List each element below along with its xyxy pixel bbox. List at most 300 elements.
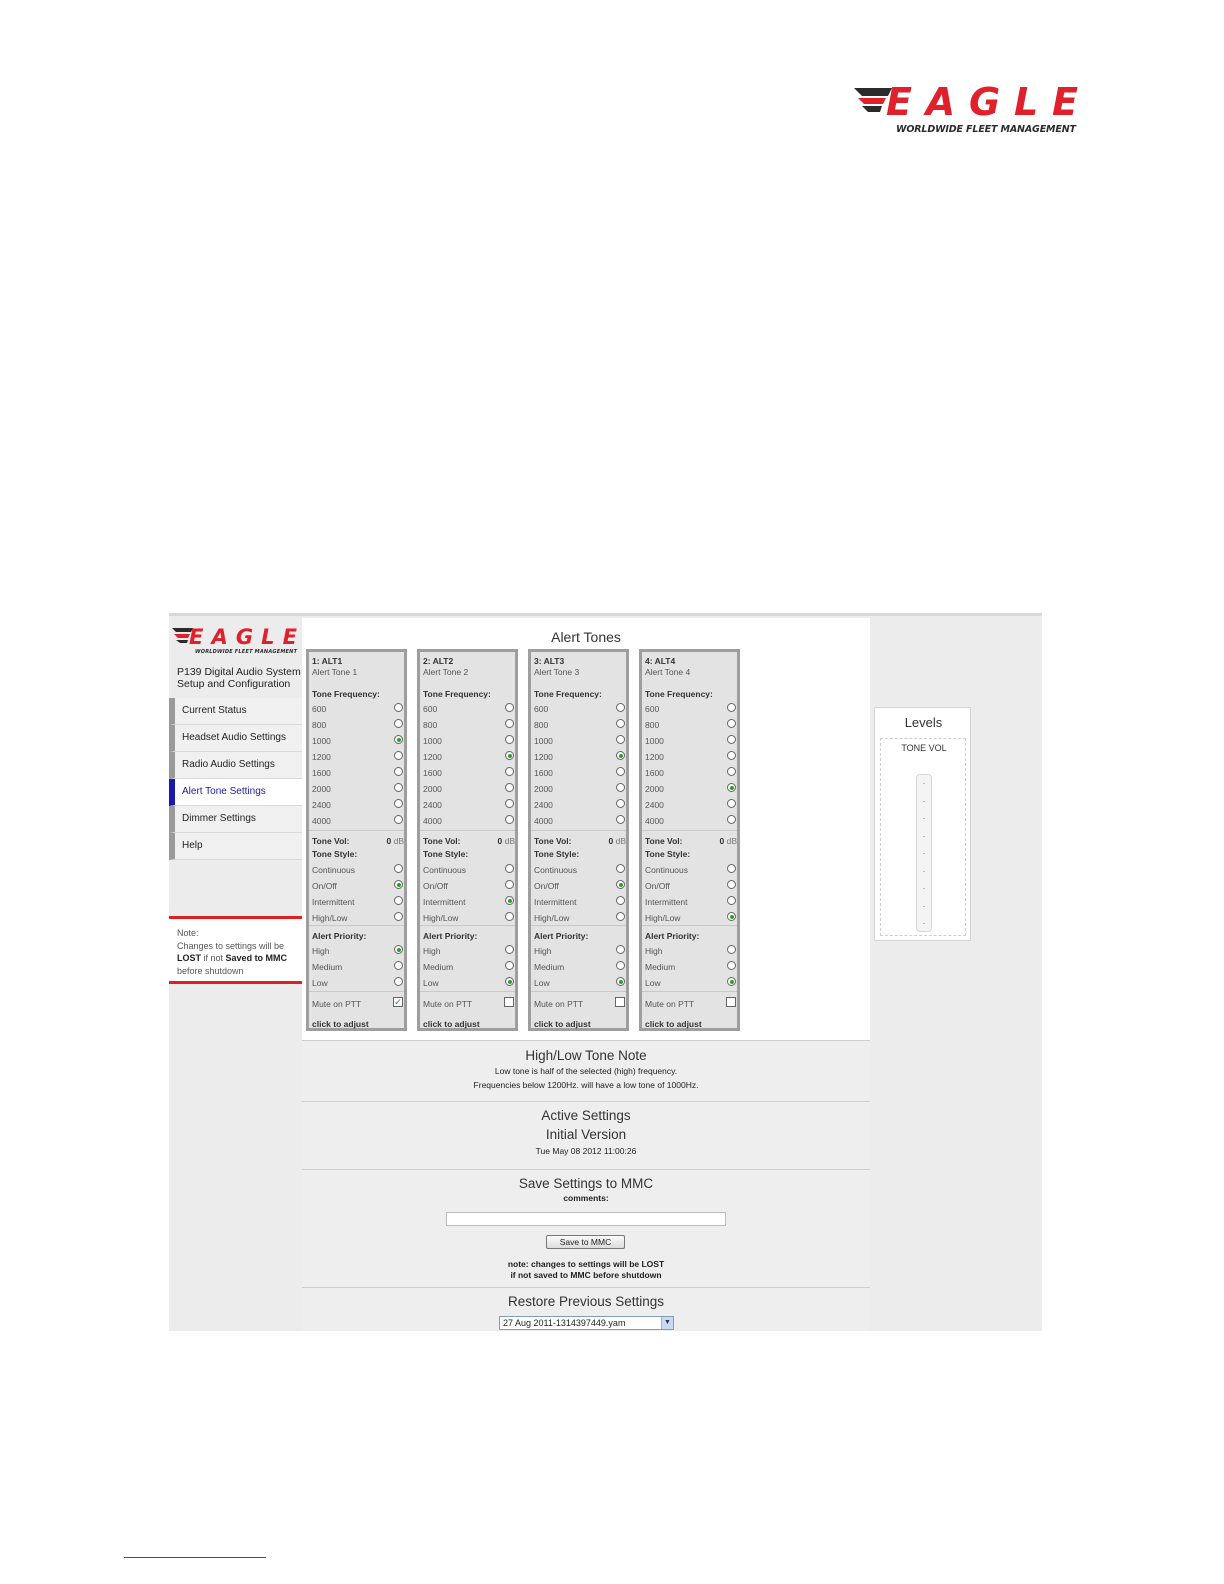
freq-option-600[interactable]	[423, 702, 515, 716]
save-note-line1: note: changes to settings will be LOST	[507, 1259, 665, 1269]
sidebar-eagle-logo	[171, 624, 299, 658]
freq-option-1000[interactable]	[423, 734, 515, 748]
radio-button[interactable]	[394, 703, 403, 712]
style-option-high-low-label: High/Low	[645, 913, 681, 923]
note-saved: Saved to MMC	[225, 953, 288, 963]
radio-button[interactable]	[394, 767, 403, 776]
active-settings-section	[302, 1101, 870, 1169]
style-option-intermittent-label: Intermittent	[534, 897, 577, 907]
note-heading: Note:	[177, 928, 199, 938]
priority-option-high[interactable]	[312, 944, 404, 958]
radio-button[interactable]	[394, 945, 403, 954]
freq-option-2400-label: 2400	[534, 800, 553, 810]
mute-on-ptt-checkbox[interactable]	[726, 997, 736, 1007]
divider	[531, 925, 626, 926]
style-option-high-low-label: High/Low	[534, 913, 570, 923]
active-date: Tue May 08 2012 11:00:26	[535, 1146, 637, 1156]
tone-panel-1[interactable]	[306, 649, 407, 1031]
style-option-intermittent-label: Intermittent	[645, 897, 688, 907]
freq-option-2000-label: 2000	[534, 784, 553, 794]
freq-option-1600-label: 1600	[645, 768, 664, 778]
note-line1: Changes to settings will be	[177, 940, 285, 951]
tone-vol-row[interactable]	[534, 836, 626, 846]
freq-option-800-label: 800	[645, 720, 660, 730]
priority-option-medium-label: Medium	[645, 962, 676, 972]
alert-priority-label: Alert Priority:	[534, 931, 589, 941]
freq-option-600[interactable]	[312, 702, 404, 716]
highlow-section	[302, 1040, 870, 1101]
divider	[642, 830, 737, 831]
radio-button[interactable]	[394, 896, 403, 905]
radio-button[interactable]	[394, 961, 403, 970]
priority-option-low-label: Low	[312, 978, 328, 988]
radio-button[interactable]	[505, 896, 514, 905]
freq-option-2000[interactable]	[423, 782, 515, 796]
highlow-line1: Low tone is half of the selected (high) frequency.	[494, 1066, 678, 1076]
sidebar-item-radio-audio-settings[interactable]: Radio Audio Settings	[169, 752, 302, 779]
style-option-continuous-label: Continuous	[645, 865, 689, 875]
radio-button[interactable]	[505, 815, 514, 824]
mute-on-ptt-checkbox[interactable]	[615, 997, 625, 1007]
highlow-line2: Frequencies below 1200Hz. will have a low tone of 1000Hz.	[473, 1080, 699, 1090]
tone-vol-row[interactable]	[645, 836, 737, 846]
radio-button[interactable]	[727, 896, 736, 905]
freq-option-4000-label: 4000	[312, 816, 331, 826]
mute-on-ptt-row[interactable]	[645, 997, 737, 1011]
freq-option-1600[interactable]	[423, 766, 515, 780]
save-to-mmc-button[interactable]: Save to MMC	[546, 1235, 625, 1249]
radio-button[interactable]	[727, 703, 736, 712]
radio-button[interactable]	[394, 880, 403, 889]
style-option-intermittent-label: Intermittent	[312, 897, 355, 907]
radio-button[interactable]	[727, 815, 736, 824]
priority-option-low[interactable]	[645, 976, 737, 990]
highlow-title: High/Low Tone Note	[525, 1048, 647, 1063]
active-title: Active Settings	[541, 1108, 631, 1123]
freq-option-1600[interactable]	[645, 766, 737, 780]
radio-button[interactable]	[727, 912, 736, 921]
freq-option-1600[interactable]	[534, 766, 626, 780]
divider	[642, 991, 737, 992]
freq-option-2000[interactable]	[534, 782, 626, 796]
mute-on-ptt-row[interactable]	[312, 997, 404, 1011]
radio-button[interactable]	[505, 751, 514, 760]
freq-option-800-label: 800	[534, 720, 549, 730]
tone-vol-label: Tone Vol:	[645, 836, 683, 846]
mute-on-ptt-label: Mute on PTT	[423, 999, 473, 1009]
save-note-line2: if not saved to MMC before shutdown	[510, 1270, 662, 1280]
radio-button[interactable]	[394, 783, 403, 792]
sidebar-item-alert-tone-settings[interactable]: Alert Tone Settings	[169, 779, 302, 806]
mute-on-ptt-row[interactable]	[423, 997, 515, 1011]
alert-priority-label: Alert Priority:	[312, 931, 367, 941]
priority-option-medium[interactable]	[423, 960, 515, 974]
radio-button[interactable]	[505, 912, 514, 921]
tone-vol-value	[497, 836, 515, 846]
freq-option-2400-label: 2400	[645, 800, 664, 810]
radio-button[interactable]	[727, 880, 736, 889]
radio-button[interactable]	[727, 977, 736, 986]
freq-option-4000[interactable]	[534, 814, 626, 828]
priority-option-high[interactable]	[534, 944, 626, 958]
freq-option-4000[interactable]	[312, 814, 404, 828]
radio-button[interactable]	[505, 799, 514, 808]
divider	[531, 830, 626, 831]
sidebar-item-current-status[interactable]: Current Status	[169, 698, 302, 725]
freq-option-4000-label: 4000	[423, 816, 442, 826]
freq-option-1200-label: 1200	[645, 752, 664, 762]
priority-option-low[interactable]	[423, 976, 515, 990]
page-title: Alert Tones	[551, 629, 621, 645]
freq-option-1200-label: 1200	[312, 752, 331, 762]
tone-style-label: Tone Style:	[534, 849, 580, 859]
restore-select[interactable]	[499, 1316, 674, 1330]
freq-option-1000-label: 1000	[645, 736, 664, 746]
meter-tick	[923, 783, 925, 784]
style-option-high-low-label: High/Low	[423, 913, 459, 923]
style-option-intermittent[interactable]	[534, 895, 626, 909]
style-option-on-off-label: On/Off	[423, 881, 448, 891]
radio-button[interactable]	[394, 719, 403, 728]
freq-option-2000[interactable]	[645, 782, 737, 796]
freq-option-4000[interactable]	[423, 814, 515, 828]
style-option-on-off[interactable]	[312, 879, 404, 893]
style-option-continuous[interactable]	[534, 863, 626, 877]
restore-section	[302, 1287, 870, 1331]
radio-button[interactable]	[505, 703, 514, 712]
tone-vol-unit: dB	[504, 836, 515, 846]
radio-button[interactable]	[394, 977, 403, 986]
priority-option-low[interactable]	[312, 976, 404, 990]
comments-input[interactable]	[446, 1212, 726, 1226]
click-to-adjust[interactable]: click to adjust	[423, 1019, 480, 1029]
freq-option-2400[interactable]	[312, 798, 404, 812]
freq-option-2400[interactable]	[423, 798, 515, 812]
style-option-continuous-label: Continuous	[534, 865, 578, 875]
freq-option-2000[interactable]	[312, 782, 404, 796]
radio-button[interactable]	[505, 945, 514, 954]
radio-button[interactable]	[394, 799, 403, 808]
radio-button[interactable]	[394, 751, 403, 760]
tone-style-label: Tone Style:	[645, 849, 691, 859]
tone-vol-row[interactable]	[423, 836, 515, 846]
note-line3: before shutdown	[177, 965, 244, 976]
app-title	[177, 666, 301, 690]
radio-button[interactable]	[727, 767, 736, 776]
radio-button[interactable]	[616, 719, 625, 728]
radio-button[interactable]	[727, 799, 736, 808]
radio-button[interactable]	[505, 767, 514, 776]
tone-subtitle: Alert Tone 2	[423, 667, 469, 677]
style-option-on-off[interactable]	[534, 879, 626, 893]
freq-option-4000-label: 4000	[645, 816, 664, 826]
radio-button[interactable]	[505, 880, 514, 889]
style-option-high-low[interactable]	[534, 911, 626, 925]
freq-option-1200[interactable]	[645, 750, 737, 764]
tone-vol-number: 0	[608, 836, 614, 846]
tone-vol-number: 0	[497, 836, 503, 846]
priority-option-low-label: Low	[423, 978, 439, 988]
freq-option-2000-label: 2000	[423, 784, 442, 794]
freq-option-1000[interactable]	[645, 734, 737, 748]
alert-priority-label: Alert Priority:	[423, 931, 478, 941]
radio-button[interactable]	[394, 735, 403, 744]
freq-option-2000-label: 2000	[645, 784, 664, 794]
meter-tick	[923, 888, 925, 889]
radio-button[interactable]	[616, 751, 625, 760]
sidebar-item-dimmer-settings[interactable]: Dimmer Settings	[169, 806, 302, 833]
priority-option-low[interactable]	[534, 976, 626, 990]
freq-option-600[interactable]	[534, 702, 626, 716]
radio-button[interactable]	[616, 880, 625, 889]
radio-button[interactable]	[616, 735, 625, 744]
style-option-intermittent[interactable]	[312, 895, 404, 909]
freq-option-800[interactable]	[645, 718, 737, 732]
tone-vol-label: Tone Vol:	[534, 836, 572, 846]
divider	[309, 830, 404, 831]
radio-button[interactable]	[505, 735, 514, 744]
priority-option-medium[interactable]	[534, 960, 626, 974]
freq-option-1200[interactable]	[534, 750, 626, 764]
note-if-not: if not	[203, 953, 224, 963]
click-to-adjust[interactable]: click to adjust	[534, 1019, 591, 1029]
alert-priority-label: Alert Priority:	[645, 931, 700, 941]
tone-frequency-label: Tone Frequency:	[312, 689, 380, 699]
radio-button[interactable]	[505, 783, 514, 792]
freq-option-1000[interactable]	[534, 734, 626, 748]
style-option-on-off[interactable]	[423, 879, 515, 893]
levels-panel	[874, 707, 971, 941]
style-option-intermittent[interactable]	[645, 895, 737, 909]
priority-option-high-label: High	[534, 946, 552, 956]
freq-option-600-label: 600	[645, 704, 660, 714]
priority-option-medium-label: Medium	[423, 962, 454, 972]
freq-option-1000-label: 1000	[423, 736, 442, 746]
radio-button[interactable]	[616, 912, 625, 921]
app-title-line2: Setup and Configuration	[177, 678, 291, 690]
sidebar	[169, 618, 302, 1330]
priority-option-low-label: Low	[645, 978, 661, 988]
radio-button[interactable]	[616, 799, 625, 808]
freq-option-600-label: 600	[423, 704, 438, 714]
unsaved-note	[169, 916, 302, 984]
tone-vol-number: 0	[719, 836, 725, 846]
radio-button[interactable]	[727, 735, 736, 744]
tone-vol-label: TONE VOL	[901, 743, 947, 753]
tone-panel-2[interactable]	[417, 649, 518, 1031]
radio-button[interactable]	[394, 815, 403, 824]
radio-button[interactable]	[394, 864, 403, 873]
save-section	[302, 1169, 870, 1287]
svg-text:WORLDWIDE FLEET MANAGEMENT: WORLDWIDE FLEET MANAGEMENT	[195, 649, 297, 655]
freq-option-1000[interactable]	[312, 734, 404, 748]
priority-option-high-label: High	[312, 946, 330, 956]
meter-tick	[923, 853, 925, 854]
tone-vol-value	[386, 836, 404, 846]
freq-option-1600-label: 1600	[534, 768, 553, 778]
radio-button[interactable]	[616, 815, 625, 824]
divider	[531, 991, 626, 992]
priority-option-medium-label: Medium	[534, 962, 565, 972]
tone-style-label: Tone Style:	[312, 849, 358, 859]
radio-button[interactable]	[616, 896, 625, 905]
priority-option-medium[interactable]	[645, 960, 737, 974]
sidebar-item-headset-audio-settings[interactable]: Headset Audio Settings	[169, 725, 302, 752]
priority-option-high[interactable]	[423, 944, 515, 958]
radio-button[interactable]	[616, 977, 625, 986]
tone-vol-unit: dB	[615, 836, 626, 846]
divider	[420, 925, 515, 926]
style-option-high-low-label: High/Low	[312, 913, 348, 923]
freq-option-600-label: 600	[312, 704, 327, 714]
tone-vol-value	[719, 836, 737, 846]
freq-option-2400[interactable]	[645, 798, 737, 812]
mute-on-ptt-row[interactable]	[534, 997, 626, 1011]
chevron-down-icon[interactable]: ▼	[661, 1317, 673, 1329]
freq-option-2400[interactable]	[534, 798, 626, 812]
freq-option-1200-label: 1200	[534, 752, 553, 762]
mute-on-ptt-label: Mute on PTT	[312, 999, 362, 1009]
tone-vol-number: 0	[386, 836, 392, 846]
freq-option-800[interactable]	[312, 718, 404, 732]
meter-tick	[923, 836, 925, 837]
priority-option-high-label: High	[423, 946, 441, 956]
radio-button[interactable]	[394, 912, 403, 921]
divider	[420, 991, 515, 992]
freq-option-1200[interactable]	[423, 750, 515, 764]
mute-on-ptt-checkbox[interactable]	[504, 997, 514, 1007]
restore-title: Restore Previous Settings	[507, 1294, 665, 1309]
tone-header: 2: ALT2	[423, 656, 454, 666]
svg-text:WORLDWIDE FLEET MANAGEMENT: WORLDWIDE FLEET MANAGEMENT	[896, 124, 1076, 135]
app-title-line1: P139 Digital Audio System	[177, 666, 301, 678]
style-option-continuous[interactable]	[645, 863, 737, 877]
tone-panel-4[interactable]	[639, 649, 740, 1031]
tone-frequency-label: Tone Frequency:	[645, 689, 713, 699]
tone-vol-label: Tone Vol:	[312, 836, 350, 846]
freq-option-2400-label: 2400	[423, 800, 442, 810]
freq-option-600[interactable]	[645, 702, 737, 716]
meter-tick	[923, 923, 925, 924]
tone-subtitle: Alert Tone 4	[645, 667, 691, 677]
priority-option-medium-label: Medium	[312, 962, 343, 972]
style-option-on-off-label: On/Off	[312, 881, 337, 891]
freq-option-4000[interactable]	[645, 814, 737, 828]
freq-option-800[interactable]	[423, 718, 515, 732]
style-option-high-low[interactable]	[423, 911, 515, 925]
freq-option-800-label: 800	[423, 720, 438, 730]
radio-button[interactable]	[505, 719, 514, 728]
priority-option-medium[interactable]	[312, 960, 404, 974]
tone-header: 3: ALT3	[534, 656, 565, 666]
divider	[642, 925, 737, 926]
radio-button[interactable]	[616, 961, 625, 970]
mute-on-ptt-checkbox[interactable]: ✓	[394, 997, 402, 1007]
save-title: Save Settings to MMC	[518, 1176, 654, 1191]
style-option-high-low[interactable]	[645, 911, 737, 925]
radio-button[interactable]	[727, 945, 736, 954]
radio-button[interactable]	[505, 961, 514, 970]
style-option-high-low[interactable]	[312, 911, 404, 925]
tone-vol-row[interactable]	[312, 836, 404, 846]
radio-button[interactable]	[727, 864, 736, 873]
freq-option-1600-label: 1600	[423, 768, 442, 778]
freq-option-1600[interactable]	[312, 766, 404, 780]
style-option-continuous-label: Continuous	[423, 865, 467, 875]
freq-option-1600-label: 1600	[312, 768, 331, 778]
radio-button[interactable]	[616, 864, 625, 873]
tone-subtitle: Alert Tone 3	[534, 667, 580, 677]
tone-header: 4: ALT4	[645, 656, 676, 666]
tone-vol-label: Tone Vol:	[423, 836, 461, 846]
radio-button[interactable]	[727, 719, 736, 728]
divider	[309, 991, 404, 992]
comments-label: comments:	[563, 1193, 609, 1203]
divider	[309, 925, 404, 926]
freq-option-2000-label: 2000	[312, 784, 331, 794]
tone-frequency-label: Tone Frequency:	[534, 689, 602, 699]
priority-option-low-label: Low	[534, 978, 550, 988]
svg-text:EAGLE: EAGLE	[189, 625, 297, 649]
radio-button[interactable]	[505, 977, 514, 986]
mute-on-ptt-label: Mute on PTT	[534, 999, 584, 1009]
tone-vol-unit: dB	[393, 836, 404, 846]
radio-button[interactable]	[616, 703, 625, 712]
freq-option-2400-label: 2400	[312, 800, 331, 810]
freq-option-1200[interactable]	[312, 750, 404, 764]
radio-button[interactable]	[727, 961, 736, 970]
levels-title: Levels	[904, 715, 943, 730]
mute-on-ptt-label: Mute on PTT	[645, 999, 695, 1009]
click-to-adjust[interactable]: click to adjust	[312, 1019, 369, 1029]
style-option-on-off-label: On/Off	[645, 881, 670, 891]
app-screenshot	[169, 613, 1042, 1331]
style-option-on-off-label: On/Off	[534, 881, 559, 891]
priority-option-high[interactable]	[645, 944, 737, 958]
meter-tick	[923, 906, 925, 907]
radio-button[interactable]	[727, 783, 736, 792]
footer-link-underline[interactable]	[124, 1557, 266, 1558]
tone-vol-unit: dB	[726, 836, 737, 846]
meter-tick	[923, 818, 925, 819]
divider	[420, 830, 515, 831]
style-option-continuous[interactable]	[312, 863, 404, 877]
style-option-on-off[interactable]	[645, 879, 737, 893]
meter-tick	[923, 801, 925, 802]
radio-button[interactable]	[616, 783, 625, 792]
style-option-intermittent[interactable]	[423, 895, 515, 909]
restore-selected-value: 27 Aug 2011-1314397449.yam	[503, 1318, 626, 1328]
radio-button[interactable]	[727, 751, 736, 760]
note-line2	[177, 952, 302, 965]
meter-tick	[923, 871, 925, 872]
tone-style-label: Tone Style:	[423, 849, 469, 859]
sidebar-item-help[interactable]: Help	[169, 833, 302, 860]
radio-button[interactable]	[616, 767, 625, 776]
style-option-intermittent-label: Intermittent	[423, 897, 466, 907]
freq-option-1000-label: 1000	[534, 736, 553, 746]
sidebar-nav	[169, 698, 302, 860]
active-version: Initial Version	[545, 1127, 627, 1142]
svg-text:EAGLE: EAGLE	[886, 82, 1078, 124]
radio-button[interactable]	[505, 864, 514, 873]
radio-button[interactable]	[616, 945, 625, 954]
tone-vol-meter	[916, 774, 932, 932]
click-to-adjust[interactable]: click to adjust	[645, 1019, 702, 1029]
freq-option-800[interactable]	[534, 718, 626, 732]
style-option-continuous[interactable]	[423, 863, 515, 877]
tone-panel-3[interactable]	[528, 649, 629, 1031]
